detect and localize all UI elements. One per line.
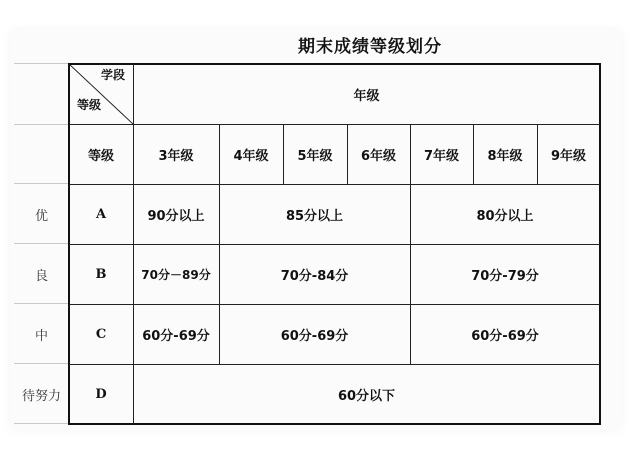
row-code: D — [95, 386, 107, 402]
cell-grade3: 70分－89分 — [141, 267, 211, 282]
table-hline — [69, 364, 600, 365]
row-code: A — [95, 206, 107, 222]
header-level: 等级 — [87, 148, 114, 164]
header-grade-9: 9年级 — [550, 148, 587, 164]
row-side-label: 良 — [34, 268, 48, 284]
cell-grade7-9: 60分-69分 — [471, 328, 539, 344]
sheet-gridline — [14, 63, 69, 64]
header-grade-8: 8年级 — [487, 148, 523, 164]
table-vline — [133, 64, 134, 424]
table-border-bottom — [69, 423, 601, 425]
table-vline — [410, 124, 411, 364]
header-grade-3: 3年级 — [158, 148, 194, 164]
row-code: B — [95, 266, 107, 282]
cell-all-grades: 60分以下 — [337, 388, 396, 404]
row-side-label: 中 — [34, 328, 48, 344]
header-grade-6: 6年级 — [360, 148, 397, 164]
cell-grade7-9: 70分-79分 — [471, 268, 539, 284]
table-vline — [283, 124, 284, 184]
row-code: C — [95, 326, 107, 342]
row-side-label: 优 — [34, 208, 48, 224]
table-hline — [133, 124, 600, 125]
table-vline — [537, 124, 538, 184]
row-side-label: 待努力 — [21, 388, 61, 404]
table-hline — [69, 184, 600, 185]
table-vline — [219, 124, 220, 364]
table-hline — [69, 304, 600, 305]
table-border-top — [69, 63, 601, 65]
table-hline — [69, 124, 133, 125]
header-grade-7: 7年级 — [423, 148, 460, 164]
header-grade-4: 4年级 — [233, 148, 269, 164]
table-vline — [347, 124, 348, 184]
table-title: 期末成绩等级划分 — [298, 37, 442, 57]
sheet-gridline — [14, 124, 69, 125]
cell-grade3: 90分以上 — [147, 208, 205, 224]
cell-grade7-9: 80分以上 — [476, 208, 534, 224]
corner-label-level: 等级 — [76, 97, 101, 112]
table-vline — [473, 124, 474, 184]
table-hline — [69, 244, 600, 245]
header-grade-span: 年级 — [353, 88, 380, 104]
cell-grade4-6: 60分-69分 — [280, 328, 349, 344]
cell-grade4-6: 70分-84分 — [280, 268, 349, 284]
cell-grade3: 60分-69分 — [142, 328, 210, 344]
header-grade-5: 5年级 — [297, 148, 333, 164]
corner-label-stage: 学段 — [100, 67, 125, 82]
cell-grade4-6: 85分以上 — [285, 208, 344, 224]
